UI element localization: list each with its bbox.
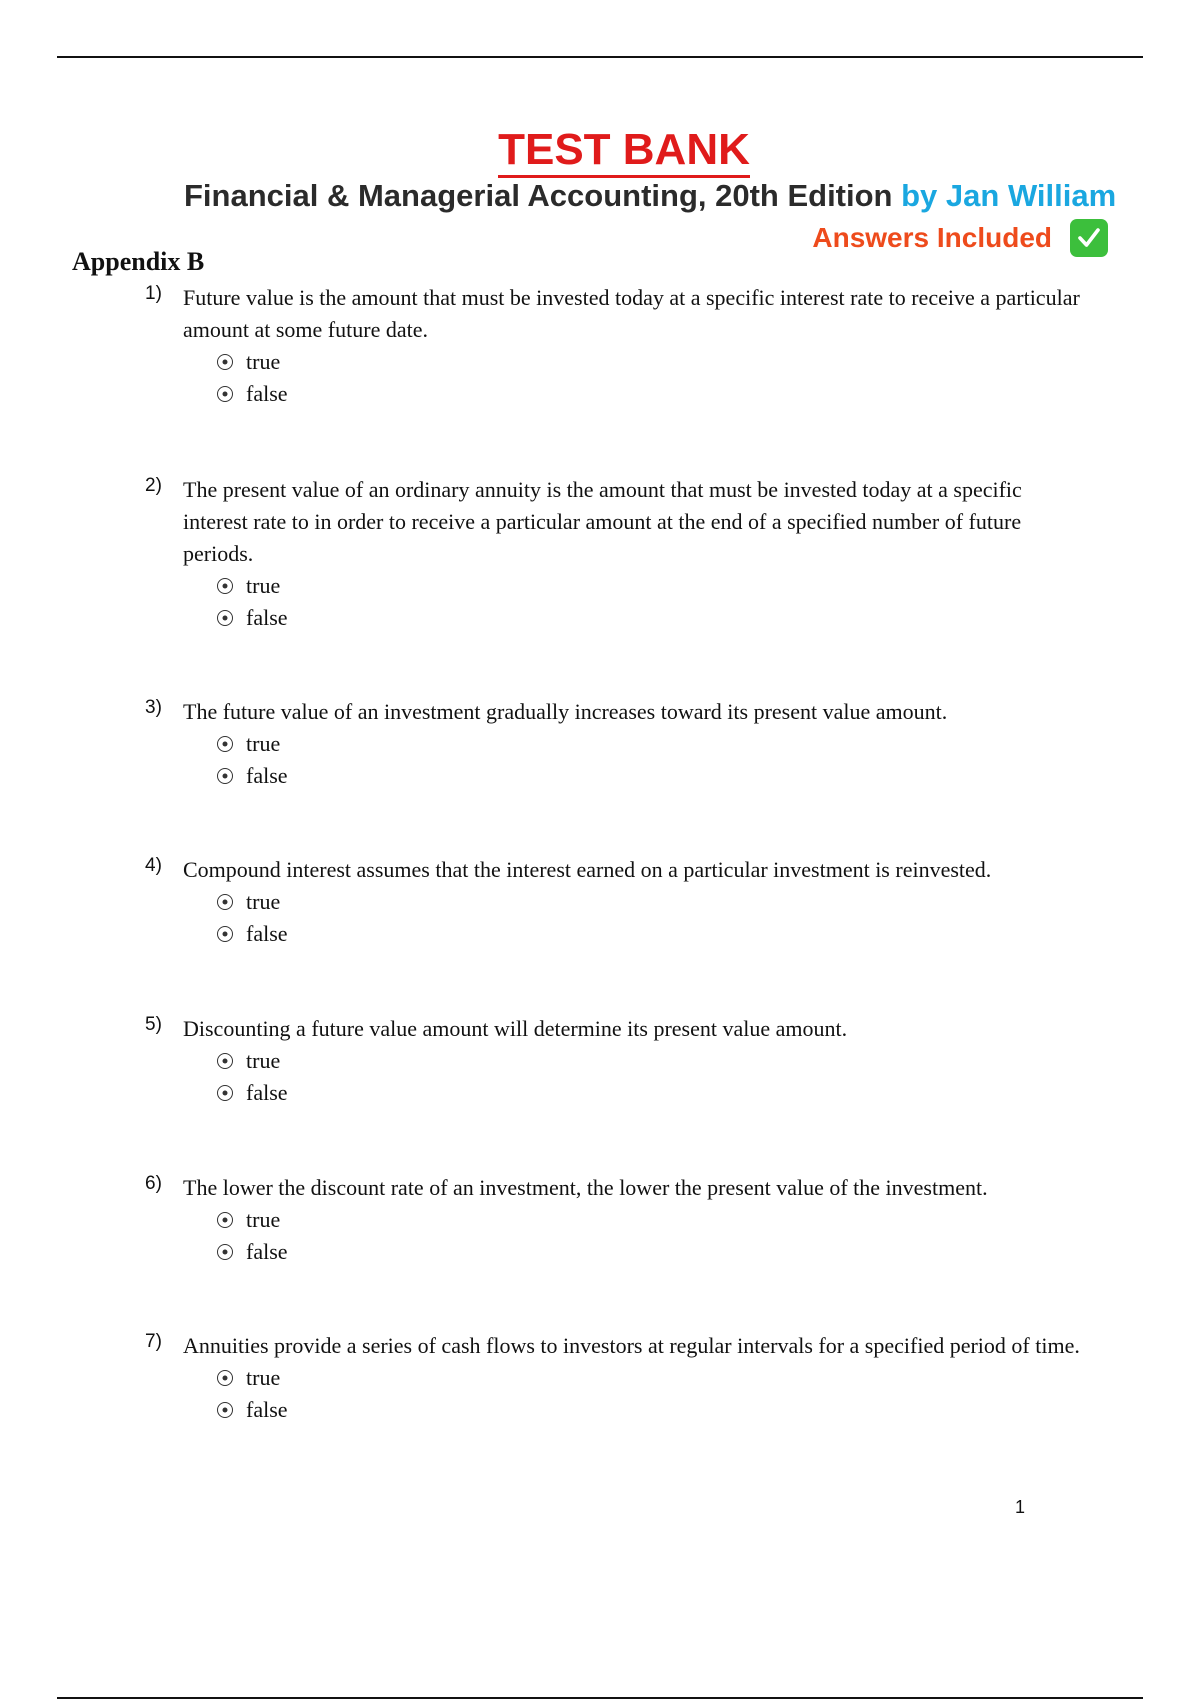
question-3 [145,696,1085,792]
answers-included-label: Answers Included [812,222,1052,253]
question-text: The future value of an investment gradually increases toward its present value amount. [183,699,948,724]
question-number: 3) [145,697,162,718]
answer-options [217,886,1085,950]
question-text: The present value of an ordinary annuity is the amount that must be invested today at a specific interest rate to in order to receive a particular amount at the end of a specified number of future periods. [183,477,1022,566]
question-number: 5) [145,1014,162,1035]
question-5 [145,1013,1085,1109]
question-1 [145,282,1085,410]
option-true[interactable] [217,728,1085,760]
book-title: Financial & Managerial Accounting, 20th Edition [184,178,893,213]
option-false[interactable] [217,1077,1085,1109]
option-true[interactable] [217,570,1085,602]
radio-icon[interactable] [217,1370,233,1386]
question-number: 7) [145,1331,162,1352]
option-true[interactable] [217,886,1085,918]
option-true[interactable] [217,346,1085,378]
option-false[interactable] [217,760,1085,792]
answer-options [217,570,1085,634]
option-label: true [246,1365,281,1390]
option-label: true [246,573,281,598]
radio-icon[interactable] [217,1244,233,1260]
option-label: false [246,921,288,946]
document-title [0,124,1200,176]
radio-icon[interactable] [217,736,233,752]
option-false[interactable] [217,1394,1085,1426]
question-text: Compound interest assumes that the interest earned on a particular investment is reinvested. [183,857,992,882]
question-number: 2) [145,475,162,496]
author-name: by Jan William [901,178,1117,213]
answer-options [217,346,1085,410]
option-label: true [246,731,281,756]
question-text: Future value is the amount that must be invested today at a specific interest rate to receive a particular amount at some future date. [183,285,1080,342]
radio-icon[interactable] [217,1085,233,1101]
option-label: true [246,1207,281,1232]
question-4 [145,854,1085,950]
radio-icon[interactable] [217,578,233,594]
question-text: Discounting a future value amount will determine its present value amount. [183,1016,848,1041]
option-false[interactable] [217,378,1085,410]
option-label: true [246,1048,281,1073]
answer-options [217,728,1085,792]
question-2 [145,474,1085,634]
question-number: 6) [145,1173,162,1194]
check-mark-icon [1070,219,1108,257]
option-true[interactable] [217,1204,1085,1236]
option-label: false [246,1397,288,1422]
option-label: false [246,381,288,406]
section-title: Appendix B [72,247,205,276]
bottom-rule [57,1697,1143,1699]
answers-included-banner [812,218,1108,258]
answer-options [217,1204,1085,1268]
question-number: 4) [145,855,162,876]
radio-icon[interactable] [217,610,233,626]
radio-icon[interactable] [217,386,233,402]
option-label: false [246,1239,288,1264]
question-text: The lower the discount rate of an investment, the lower the present value of the investment. [183,1175,988,1200]
page-number: 1 [1015,1497,1026,1517]
question-number: 1) [145,283,162,304]
option-true[interactable] [217,1045,1085,1077]
option-false[interactable] [217,918,1085,950]
answer-options [217,1045,1085,1109]
radio-icon[interactable] [217,926,233,942]
title-text: TEST BANK [498,125,750,178]
question-7 [145,1330,1085,1426]
option-label: false [246,605,288,630]
option-false[interactable] [217,1236,1085,1268]
top-rule [57,56,1143,58]
option-label: false [246,1080,288,1105]
radio-icon[interactable] [217,1053,233,1069]
option-label: true [246,889,281,914]
radio-icon[interactable] [217,1212,233,1228]
question-6 [145,1172,1085,1268]
option-true[interactable] [217,1362,1085,1394]
radio-icon[interactable] [217,894,233,910]
radio-icon[interactable] [217,1402,233,1418]
radio-icon[interactable] [217,354,233,370]
option-false[interactable] [217,602,1085,634]
option-label: true [246,349,281,374]
radio-icon[interactable] [217,768,233,784]
book-subtitle [184,176,1116,216]
question-text: Annuities provide a series of cash flows to investors at regular intervals for a specified period of time. [183,1333,1080,1358]
answer-options [217,1362,1085,1426]
option-label: false [246,763,288,788]
